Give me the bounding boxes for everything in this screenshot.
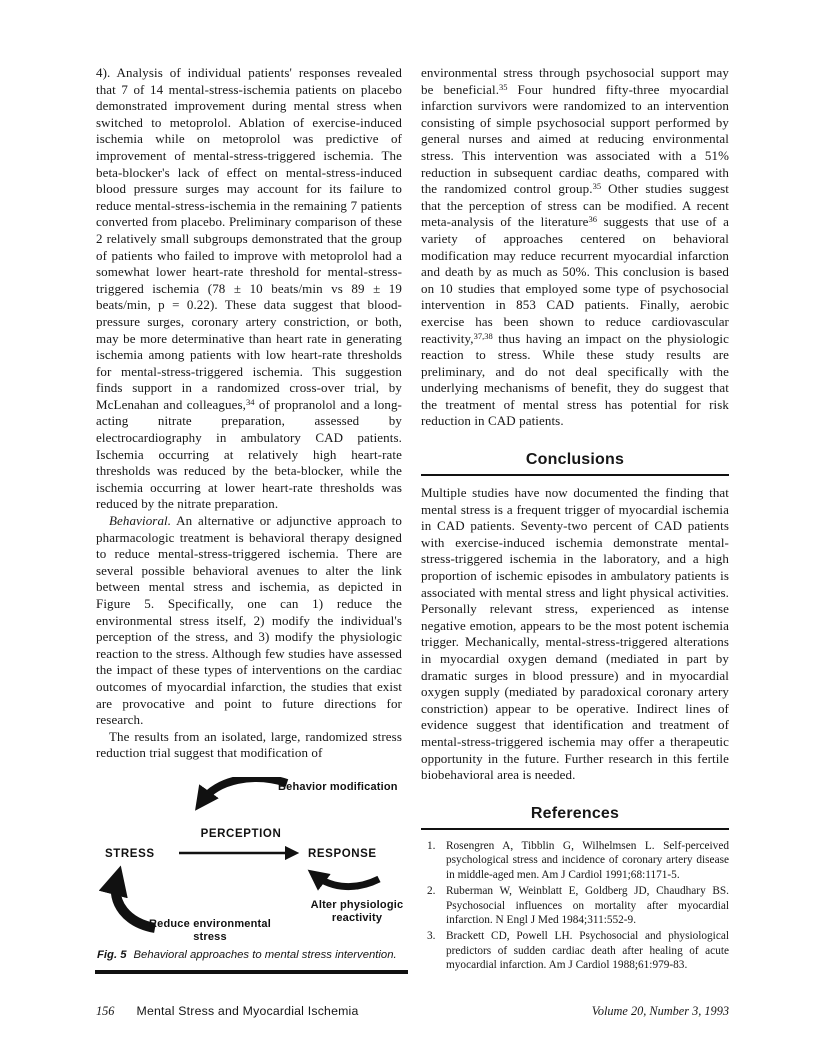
behavior-modification-arrow-icon xyxy=(202,778,287,801)
alter-reactivity-label-line1: Alter physiologic xyxy=(310,899,404,911)
body-text: Other studies suggest that the perception of stress can be modified. A recent meta-analysis of the literature xyxy=(421,181,729,230)
running-title: Mental Stress and Myocardial Ischemia xyxy=(136,1004,359,1018)
conclusions-heading: Conclusions xyxy=(421,451,729,476)
references-heading: References xyxy=(421,805,729,830)
perception-label: PERCEPTION xyxy=(200,828,282,840)
figure-5 xyxy=(95,777,410,982)
right-column xyxy=(421,65,729,974)
reference-item-1 xyxy=(421,839,729,883)
body-text: environmental stress through psychosocial support may be beneficial. xyxy=(421,65,729,97)
reduce-stress-label-line1: Reduce environmental xyxy=(149,918,271,930)
reduce-stress-label-line2: stress xyxy=(193,931,227,943)
reference-text: Brackett CD, Powell LH. Psychosocial and physiological predictors of sudden cardiac death after healing of acute myocardial infarction. Am J Cardiol 1988;61:979-83. xyxy=(446,929,729,972)
reference-item-3 xyxy=(421,929,729,973)
body-text: An alternative or adjunctive approach to pharmacologic treatment is behavioral therapy designed to reduce mental-stress-triggered ischemia. There are several possible behavioral avenues to alter the link between mental stress and ischemia, as depicted in Figure 5. Specifically, one can 1) reduce the environmental stress itself, 2) modify the individual's perception of the stress, and 3) modify the physiologic reaction to the stress. Although few studies have assessed the impact of these types of interventions on the cardiac outcomes of myocardial infarction, the studies that exist are provocative and point to future directions for research. xyxy=(96,513,402,728)
reference-marker-34: 34 xyxy=(246,396,255,407)
paragraph-pharmacologic xyxy=(96,65,402,513)
figure-5-diagram xyxy=(95,777,410,947)
body-text: suggests that use of a variety of approaches centered on behavioral modification may reduce recurrent myocardial infarction and death by as much as 50%. This conclusion is based on 10 studies that employed some type of psychosocial intervention in 853 CAD patients. Finally, aerobic exercise has been shown to reduce cardiovascular reactivity, xyxy=(421,214,730,346)
reference-marker-37-38: 37,38 xyxy=(473,330,493,341)
alter-reactivity-label-line2: reactivity xyxy=(331,912,383,924)
reference-number: 3. xyxy=(427,929,436,942)
reference-marker-35: 35 xyxy=(499,81,508,92)
reference-marker-36: 36 xyxy=(588,214,598,225)
alter-reactivity-arrow-icon xyxy=(316,876,379,887)
paragraph-results-intro xyxy=(96,729,402,762)
page-number: 156 xyxy=(96,1004,115,1018)
response-label: RESPONSE xyxy=(308,848,377,860)
reference-marker-35b: 35 xyxy=(592,181,602,192)
body-text: The results from an isolated, large, randomized stress reduction trial suggest that modification of xyxy=(96,728,402,761)
stress-label: STRESS xyxy=(105,848,155,860)
body-text: of propranolol and a long-acting nitrate preparation, assessed by electrocardiography in ambulatory CAD patients. Ischemia occurring at relatively high heart-rate thresholds was reduced by the beta-blocker, while the ischemia occurring at lower heart-rate thresholds was reduced by the nitrate preparation. xyxy=(96,396,402,512)
reference-text: Rosengren A, Tibblin G, Wilhelmsen L. Self-perceived psychological stress and incidence of coronary artery disease in middle-aged men. Am J Cardiol 1991;68:1171-5. xyxy=(446,839,729,882)
left-column xyxy=(96,65,402,762)
figure-5-caption-text: Behavioral approaches to mental stress intervention. xyxy=(133,949,397,961)
issue-info: Volume 20, Number 3, 1993 xyxy=(591,1004,729,1018)
reference-text: Ruberman W, Weinblatt E, Goldberg JD, Chaudhary BS. Psychosocial influences on mortality after myocardial infarction. N Engl J Med 1984;311:552-9. xyxy=(446,884,729,927)
behavior-modification-label: Behavior modification xyxy=(278,781,398,793)
paragraph-stress-reduction xyxy=(421,65,729,430)
figure-bottom-rule xyxy=(95,970,408,974)
reference-number: 1. xyxy=(427,839,436,852)
paragraph-lead-behavioral: Behavioral. xyxy=(109,513,172,529)
figure-5-caption xyxy=(97,949,412,961)
footer-left xyxy=(96,1004,359,1019)
body-text: 4). Analysis of individual patients' responses revealed that 7 of 14 mental-stress-ischemia patients on placebo demonstrated improvement during mental stress when switched to metoprolol. Ablation of exercise-induced ischemia while on metoprolol was predictive of improvement of mental-stress-triggered ischemia. The beta-blocker's lack of effect on mental-stress-induced blood pressure surges may account for its failure to reduce mental-stress-ischemia in the remaining 7 patients converted from placebo. Preliminary comparison of these 2 relatively small subgroups demonstrated that the group of patients who failed to improve with metoprolol had a somewhat lower heart-rate threshold for mental-stress-triggered ischemia (78 ± 10 beats/min vs 89 ± 19 beats/min, p = 0.22). These data suggest that blood-pressure surges, coronary artery constriction, or both, may be more determinative than heart rate in generating ischemia among patients with low heart-rate thresholds for mental-stress-triggered ischemia. This suggestion finds support in a randomized cross-over trial, by McLenahan and colleagues, xyxy=(96,65,402,412)
reference-item-2 xyxy=(421,884,729,928)
reference-list xyxy=(421,839,729,973)
figure-5-caption-label: Fig. 5 xyxy=(97,949,127,961)
page-footer xyxy=(96,1004,729,1019)
body-text: thus having an impact on the physiologic reaction to stress. While these study results are preliminary, and do not deal specifically with the underlying mechanisms of benefit, they do suggest that the treatment of mental stress has potential for risk reduction in CAD patients. xyxy=(421,330,729,429)
body-text: Multiple studies have now documented the finding that mental stress is a frequent trigger of myocardial ischemia in CAD patients. Seventy-two percent of CAD patients with exercise-induced ischemia demonstrate mental-stress-triggered ischemia in the laboratory, and a high proportion of ischemic episodes in ambulatory patients is associated with mental stress and light physical activities. Personally relevant stress, experienced as intense negative emotion, appears to be the most potent ischemia trigger. Mechanically, mental-stress-triggered alterations in myocardial oxygen demand (mediated in part by dramatic surges in blood pressure) and in myocardial oxygen supply (mediated by paradoxical coronary artery constriction) appear to be operative. Indirect lines of evidence suggest that identification and treatment of mental-stress-triggered ischemia may offer a therapeutic opportunity in the future. Further research in this fertile biobehavioral area is needed. xyxy=(421,485,729,783)
paragraph-behavioral xyxy=(96,513,402,729)
body-text: Four hundred fifty-three myocardial infarction survivors were randomized to an intervention consisting of simple psychosocial support performed by general nurses and aimed at reducing environmental stress. This intervention was associated with a 51% reduction in subsequent cardiac deaths, compared with the randomized control group. xyxy=(421,81,729,197)
reference-number: 2. xyxy=(427,884,436,897)
paragraph-conclusions xyxy=(421,485,729,784)
